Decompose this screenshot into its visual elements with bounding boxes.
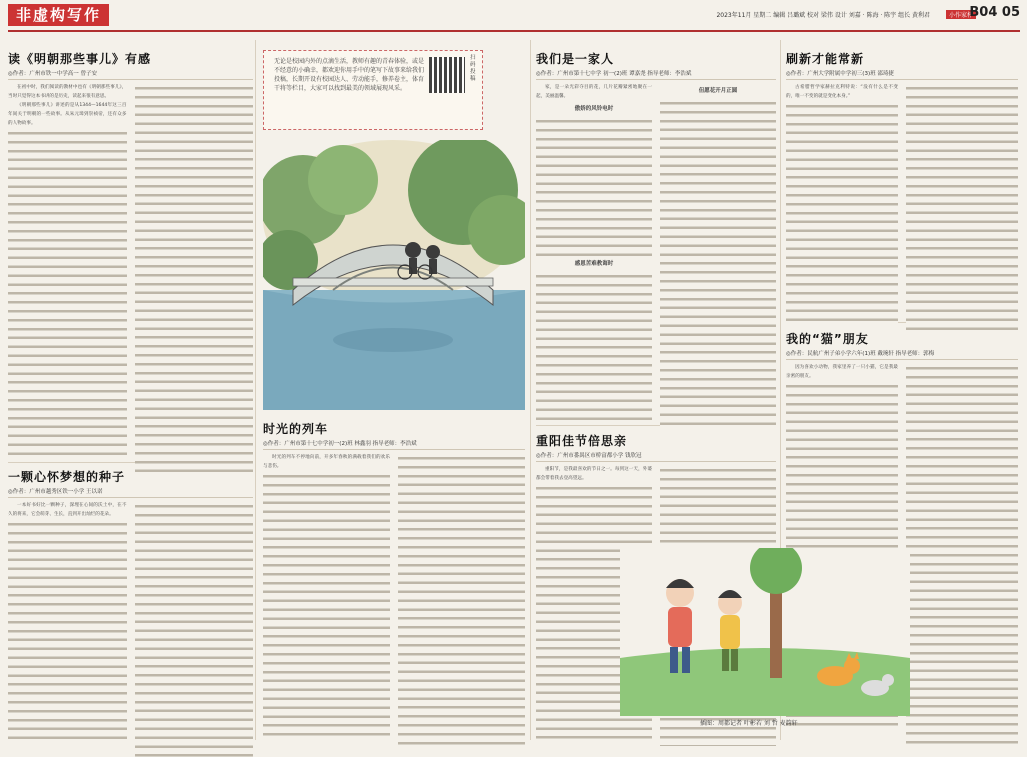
text-lines <box>536 117 652 257</box>
paragraph: 在初中时，我们阅读的教材中也有《明朝那些事儿》，当时只觉得这本书讲的是历史，读起来很有意思。 <box>8 85 127 99</box>
text-lines <box>135 84 254 474</box>
article-author: ◎作者：广州市越秀区铁一小学 王以诺 <box>8 487 253 498</box>
subhead: 傲娇的风铃电时 <box>574 105 614 112</box>
text-lines <box>263 472 390 742</box>
article-title: 重阳佳节倍思亲 <box>536 434 628 448</box>
text-lines <box>906 364 1018 744</box>
illustration-credit: 插图：周都记者 叶彬若 刘 哲 麦韵轩 <box>700 720 798 727</box>
article-body-col <box>398 454 525 750</box>
subhead: 感恩苦难教诲时 <box>574 260 614 267</box>
article-body-col <box>660 84 776 434</box>
article-seed <box>8 468 253 757</box>
text-lines <box>398 454 525 750</box>
section-title: 非虚构写作 <box>16 6 102 24</box>
page-header <box>8 4 1020 32</box>
article-refresh <box>786 50 1018 334</box>
text-lines <box>8 129 127 459</box>
article-body-col <box>135 502 254 757</box>
article-body-col <box>906 364 1018 744</box>
paragraph: 因为喜欢小动物，我家里养了一只小猫，它是我最亲密的朋友。 <box>786 365 898 379</box>
article-title: 我的“猫”朋友 <box>786 332 869 346</box>
article-title: 一颗心怀梦想的种子 <box>8 470 126 484</box>
paragraph: 时光的列车不停地向前，开多年春秋的满载着我们的欢乐与悲伤。 <box>263 455 390 469</box>
article-title: 刷新才能常新 <box>786 52 865 66</box>
article-body-col <box>135 84 254 474</box>
article-author: ◎作者：广州市第十七中学初一(2)班 林鑫羽 指导老师：李浩斌 <box>263 439 525 450</box>
article-title: 时光的列车 <box>263 422 329 436</box>
article-time-train <box>263 420 525 750</box>
submission-notice <box>263 50 483 130</box>
page-number: B04 05 <box>969 5 1020 20</box>
article-author: ◎作者：广州市第十七中学 初一(2)班 谭嘉尧 指导老师：李浩斌 <box>536 69 776 80</box>
article-author: ◎作者：广州市番禺区市桥富都小学 钱欣冠 <box>536 451 776 462</box>
issue-info: 2023年11月 星期二 编辑 吕璐斌 校对 梁伟 设计 刘嘉 · 陈海 · 陈宇 组长 黄利君 <box>716 12 930 19</box>
qr-label: 扫码投稿 <box>470 55 476 82</box>
text-lines <box>536 272 652 422</box>
children-cat-illustration <box>620 548 910 716</box>
text-lines <box>786 102 898 327</box>
bridge-illustration <box>263 140 525 410</box>
paragraph: 重阳节，是我最喜欢的节日之一。每到这一天，外婆都会带着我去登高望远。 <box>536 467 652 481</box>
paragraph: 《明朝那些事儿》讲述的是从1344—1644年这三百年间关于明朝的一些故事。从朱元璋到崇祯帝，还有众多的人物故事。 <box>8 102 127 126</box>
text-lines <box>660 99 776 429</box>
article-author: ◎作者：民航广州子弟小学六年(1)班 戴琬轩 指导老师：郭梅 <box>786 349 1018 360</box>
article-body-col <box>263 454 390 750</box>
notice-text: 无论是校园内外的点滴生活，教师有趣的青春体验，或是不经意的小确幸，都欢迎你用手中的笔写下故事来给我们投稿，长期开设有校园达人、劳动能手，修养卷主，体育干将等栏目，大家可以找到最美的领域展现风采。 <box>274 58 425 92</box>
section-logo <box>8 4 109 26</box>
article-body-col <box>536 84 652 434</box>
children-cat-image <box>620 548 910 716</box>
subhead: 但愿花开月正圆 <box>698 88 738 94</box>
article-author: ◎作者：广州市铁一中学高一 曾子安 <box>8 69 253 80</box>
article-ming-dynasty <box>8 50 253 474</box>
text-lines <box>135 502 254 757</box>
article-body-col <box>8 84 127 474</box>
article-title: 我们是一家人 <box>536 52 615 66</box>
article-body-col <box>906 84 1018 334</box>
qr-code-icon[interactable] <box>429 57 465 93</box>
article-family <box>536 50 776 434</box>
text-lines <box>906 84 1018 334</box>
paragraph: 一本好书好比一颗种子，深埋在心间的沃土中，在不久的将来，它会萌芽、生长，直到开出灿烂的花朵。 <box>8 503 127 517</box>
paragraph: 家，是一朵光彩夺目的花，几片花瓣紧密地聚在一起，美丽温馨。 <box>536 85 652 99</box>
article-title: 读《明朝那些事儿》有感 <box>8 52 152 66</box>
article-body-col <box>786 84 898 334</box>
text-lines <box>8 520 127 745</box>
section-tag: 小作家杯 <box>946 10 976 19</box>
bridge-scene-image <box>263 140 525 410</box>
article-author: ◎作者：广州大学附属中学初三(3)班 邵琦捷 <box>786 69 1018 80</box>
divider <box>530 40 531 740</box>
article-body-col <box>8 502 127 757</box>
divider <box>255 40 256 740</box>
paragraph: 古希腊哲学家赫拉克利特说：“没有什么是不变的，唯一不变的就是变化本身。” <box>786 85 898 99</box>
